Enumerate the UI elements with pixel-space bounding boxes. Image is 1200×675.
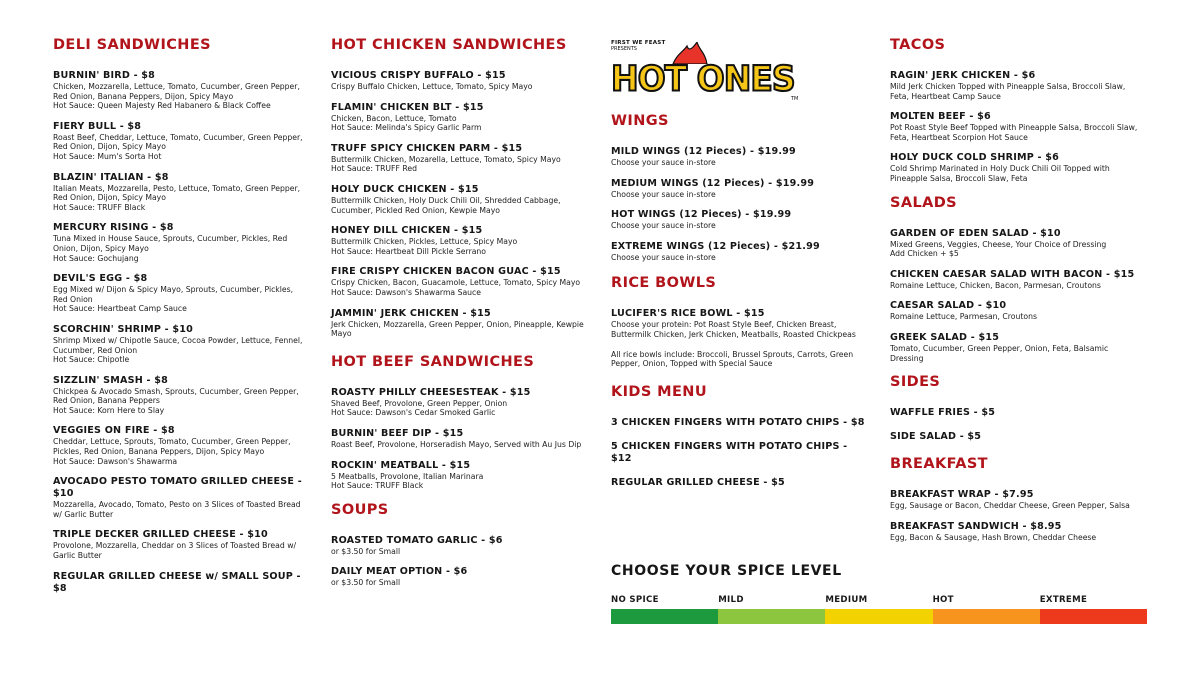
menu-item — [890, 70, 1152, 101]
item-desc: Hot Sauce: Dawson's Shawarma — [53, 456, 178, 466]
item-desc: Egg, Bacon & Sausage, Hash Brown, Cheddar Cheese — [890, 532, 1097, 542]
item-name: EXTREME WINGS (12 Pieces) - $21.99 — [611, 240, 820, 252]
item-desc: Dressing — [890, 353, 924, 363]
menu-item — [611, 178, 871, 200]
item-desc: Hot Sauce: Heartbeat Dill Pickle Serrano — [331, 246, 487, 256]
item-desc: Jerk Chicken, Mozzarella, Green Pepper, Onion, Pineapple, Kewpie — [331, 319, 584, 329]
item-name: FIERY BULL - $8 — [53, 120, 142, 132]
item-desc: Red Onion, Banana Peppers, Dijon, Spicy Mayo — [53, 91, 234, 101]
menu-item — [331, 143, 591, 174]
item-name: DAILY MEAT OPTION - $6 — [331, 566, 468, 578]
item-desc: Tuna Mixed in House Sauce, Sprouts, Cucumber, Pickles, Red — [53, 234, 288, 244]
spice-segment — [825, 609, 932, 624]
spice-segment — [611, 609, 718, 624]
spice-label: NO SPICE — [611, 595, 659, 605]
item-name: FIRE CRISPY CHICKEN BACON GUAC - $15 — [331, 266, 561, 278]
section-title-salads: SALADS — [890, 194, 958, 211]
item-desc: Egg Mixed w/ Dijon & Spicy Mayo, Sprouts, Cucumber, Pickles, — [53, 285, 294, 295]
menu-item: REGULAR GRILLED CHEESE - $5 — [611, 476, 785, 488]
sides-list — [890, 407, 1152, 443]
item-desc: Hot Sauce: Dawson's Cedar Smoked Garlic — [331, 408, 496, 418]
item-name: CAESAR SALAD - $10 — [890, 300, 1007, 312]
soups-list — [331, 535, 591, 588]
item-name: HOLY DUCK COLD SHRIMP - $6 — [890, 152, 1059, 164]
item-desc: Hot Sauce: Melinda's Spicy Garlic Parm — [331, 123, 482, 133]
note-line: Pepper, Onion, Topped with Special Sauce — [611, 359, 773, 369]
menu-item — [611, 241, 871, 263]
menu-item: 5 CHICKEN FINGERS WITH POTATO CHIPS - $12 — [611, 440, 848, 464]
menu-item: WAFFLE FRIES - $5 — [890, 407, 996, 419]
deli-list — [53, 70, 311, 595]
item-desc: Pineapple Salsa, Broccoli Slaw, Feta — [890, 173, 1028, 183]
menu-item — [890, 111, 1152, 142]
item-name: VICIOUS CRISPY BUFFALO - $15 — [331, 70, 506, 81]
logo-tm: TM — [791, 96, 799, 102]
spice-label: HOT — [932, 595, 954, 605]
menu-item — [53, 425, 311, 466]
item-name: HONEY DILL CHICKEN - $15 — [331, 225, 483, 237]
menu-item — [331, 225, 591, 256]
item-name: VEGGIES ON FIRE - $8 — [53, 425, 175, 437]
item-desc: Pickles, Red Onion, Banana Peppers, Dijon, Spicy Mayo — [53, 447, 265, 457]
item-name: LUCIFER'S RICE BOWL - $15 — [611, 308, 765, 320]
item-name: MEDIUM WINGS (12 Pieces) - $19.99 — [611, 177, 815, 189]
menu-item — [53, 375, 311, 416]
menu-item — [331, 566, 591, 588]
item-desc: Choose your sauce in-store — [611, 221, 716, 231]
menu-item — [331, 387, 591, 418]
menu-item — [331, 460, 591, 491]
item-desc: Choose your protein: Pot Roast Style Beef, Chicken Breast, — [611, 320, 837, 330]
item-desc: Hot Sauce: Queen Majesty Red Habanero & Black Coffee — [53, 101, 271, 111]
item-name: BURNIN' BIRD - $8 — [53, 70, 156, 81]
section-title-deli: DELI SANDWICHES — [53, 37, 211, 53]
item-desc: Tomato, Cucumber, Green Pepper, Onion, Feta, Balsamic — [890, 343, 1109, 353]
menu-item — [331, 266, 591, 297]
menu-item — [331, 102, 591, 133]
item-name: RAGIN' JERK CHICKEN - $6 — [890, 70, 1036, 81]
column-tacos-salads — [890, 36, 1152, 552]
item-desc: Add Chicken + $5 — [890, 249, 959, 259]
item-desc: Egg, Sausage or Bacon, Cheddar Cheese, Green Pepper, Salsa — [890, 501, 1130, 511]
item-desc: Cucumber, Red Onion — [53, 345, 138, 355]
item-desc: or $3.50 for Small — [331, 546, 401, 556]
spice-segment — [933, 609, 1040, 624]
menu-item: 3 CHICKEN FINGERS WITH POTATO CHIPS - $8 — [611, 416, 865, 428]
item-desc: Hot Sauce: TRUFF Black — [331, 481, 424, 491]
item-name: MILD WINGS (12 Pieces) - $19.99 — [611, 146, 796, 157]
section-title-rice-bowls: RICE BOWLS — [611, 275, 717, 292]
note-line: All rice bowls include: Broccoli, Brussel Sprouts, Carrots, Green — [611, 349, 854, 359]
item-desc: Red Onion, Dijon, Spicy Mayo — [53, 193, 166, 203]
item-desc: Crispy Buffalo Chicken, Lettuce, Tomato, Spicy Mayo — [331, 82, 533, 91]
spice-label: EXTREME — [1039, 595, 1088, 605]
section-title-soups: SOUPS — [331, 501, 389, 518]
item-name: SIZZLIN' SMASH - $8 — [53, 374, 169, 386]
wings-list — [611, 146, 871, 262]
menu-item — [331, 535, 591, 557]
menu-item — [890, 521, 1152, 543]
item-name: BREAKFAST WRAP - $7.95 — [890, 489, 1034, 501]
menu-item — [890, 489, 1152, 511]
menu-item — [331, 308, 591, 339]
logo-presents: PRESENTS — [611, 46, 637, 52]
item-name: HOLY DUCK CHICKEN - $15 — [331, 183, 479, 195]
menu-item — [611, 308, 871, 339]
section-title-tacos: TACOS — [890, 37, 946, 53]
item-desc: Buttermilk Chicken, Jerk Chicken, Meatballs, Roasted Chickpeas — [611, 329, 856, 339]
item-desc: Romaine Lettuce, Parmesan, Croutons — [890, 312, 1037, 322]
menu-item — [890, 152, 1152, 183]
item-name: SCORCHIN' SHRIMP - $10 — [53, 323, 194, 335]
spice-labels — [611, 595, 1147, 605]
section-title-hot-beef: HOT BEEF SANDWICHES — [331, 353, 535, 370]
item-desc: Mozzarella, Avocado, Tomato, Pesto on 3 Slices of Toasted Bread — [53, 500, 301, 510]
item-desc: Hot Sauce: Korn Here to Slay — [53, 405, 165, 415]
item-name: MERCURY RISING - $8 — [53, 222, 174, 234]
item-desc: Hot Sauce: TRUFF Black — [53, 202, 146, 212]
item-name: JAMMIN' JERK CHICKEN - $15 — [331, 307, 491, 319]
item-desc: Chickpea & Avocado Smash, Sprouts, Cucumber, Green Pepper, — [53, 386, 299, 396]
item-desc: Cucumber, Pickled Red Onion, Kewpie Mayo — [331, 205, 500, 215]
item-desc: Italian Meats, Mozzarella, Pesto, Lettuce, Tomato, Green Pepper, — [53, 183, 301, 193]
tacos-list — [890, 70, 1152, 184]
menu-item — [331, 184, 591, 215]
item-desc: Buttermilk Chicken, Pickles, Lettuce, Spicy Mayo — [331, 237, 518, 247]
menu-item — [53, 273, 311, 314]
item-desc: Hot Sauce: Dawson's Shawarma Sauce — [331, 287, 482, 297]
item-desc: Cheddar, Lettuce, Sprouts, Tomato, Cucumber, Green Pepper, — [53, 437, 291, 447]
item-desc: Feta, Heartbeat Camp Sauce — [890, 91, 1001, 101]
item-desc: Roast Beef, Provolone, Horseradish Mayo, Served with Au Jus Dip — [331, 439, 582, 449]
item-desc: Red Onion, Dijon, Spicy Mayo — [53, 142, 166, 152]
item-name: TRUFF SPICY CHICKEN PARM - $15 — [331, 142, 523, 154]
menu-item — [890, 269, 1152, 291]
item-desc: Buttermilk Chicken, Mozarella, Lettuce, Tomato, Spicy Mayo — [331, 154, 561, 164]
item-name: MOLTEN BEEF - $6 — [890, 111, 991, 123]
item-name: BLAZIN' ITALIAN - $8 — [53, 171, 169, 183]
spice-segment — [718, 609, 825, 624]
item-desc: Hot Sauce: Heartbeat Camp Sauce — [53, 304, 187, 314]
item-desc: Buttermilk Chicken, Holy Duck Chili Oil, Shredded Cabbage, — [331, 195, 561, 205]
item-desc: Provolone, Mozzarella, Cheddar on 3 Slices of Toasted Bread w/ — [53, 541, 297, 551]
menu-item — [890, 300, 1152, 322]
item-desc: Cold Shrimp Marinated in Holy Duck Chili Oil Topped with — [890, 164, 1110, 174]
item-desc: Chicken, Mozzarella, Lettuce, Tomato, Cucumber, Green Pepper, — [53, 82, 300, 91]
menu-item — [53, 70, 311, 111]
menu-item — [53, 529, 311, 560]
item-name: GREEK SALAD - $15 — [890, 331, 1000, 343]
item-name: ROASTED TOMATO GARLIC - $6 — [331, 534, 503, 546]
item-desc: or $3.50 for Small — [331, 578, 401, 588]
item-name: DEVIL'S EGG - $8 — [53, 273, 148, 285]
menu-item — [890, 332, 1152, 363]
item-name: ROCKIN' MEATBALL - $15 — [331, 459, 471, 471]
menu-item: SIDE SALAD - $5 — [890, 431, 982, 443]
item-desc: Shaved Beef, Provolone, Green Pepper, Onion — [331, 398, 508, 408]
spice-bar — [611, 609, 1147, 624]
hot-ones-logo — [611, 40, 871, 102]
logo-brand: HOT ONES — [611, 58, 795, 99]
rice-bowl-note — [611, 350, 871, 369]
item-name: REGULAR GRILLED CHEESE w/ SMALL SOUP - $8 — [53, 570, 301, 594]
menu-item — [53, 121, 311, 162]
menu-item — [890, 228, 1152, 259]
item-name: HOT WINGS (12 Pieces) - $19.99 — [611, 209, 792, 221]
item-desc: Mild Jerk Chicken Topped with Pineapple Salsa, Broccoli Slaw, — [890, 82, 1126, 91]
item-name: FLAMIN' CHICKEN BLT - $15 — [331, 101, 484, 113]
item-desc: Hot Sauce: Gochujang — [53, 253, 139, 263]
section-title-hot-chicken: HOT CHICKEN SANDWICHES — [331, 37, 567, 53]
logo-first-we-feast: FIRST WE FEAST — [611, 40, 666, 46]
item-desc: Mixed Greens, Veggies, Cheese, Your Choice of Dressing — [890, 239, 1107, 249]
item-name: BURNIN' BEEF DIP - $15 — [331, 427, 464, 439]
menu-item — [53, 476, 311, 519]
item-desc: Romaine Lettuce, Chicken, Bacon, Parmesan, Croutons — [890, 280, 1101, 290]
item-name: TRIPLE DECKER GRILLED CHEESE - $10 — [53, 529, 268, 541]
item-desc: Choose your sauce in-store — [611, 252, 716, 262]
item-desc: Choose your sauce in-store — [611, 158, 716, 167]
hot-beef-list — [331, 387, 591, 491]
menu-item — [611, 209, 871, 231]
spice-level-scale — [611, 563, 1147, 624]
item-name: GARDEN OF EDEN SALAD - $10 — [890, 227, 1061, 239]
menu-item — [53, 172, 311, 213]
item-name: ROASTY PHILLY CHEESESTEAK - $15 — [331, 386, 531, 398]
item-name: CHICKEN CAESAR SALAD WITH BACON - $15 — [890, 268, 1135, 280]
item-desc: Hot Sauce: Chipotle — [53, 355, 130, 365]
column-deli — [53, 36, 311, 605]
column-wings-bowls-kids — [611, 36, 871, 501]
spice-title: CHOOSE YOUR SPICE LEVEL — [611, 563, 842, 579]
item-desc: Pot Roast Style Beef Topped with Pineapple Salsa, Broccoli Slaw, — [890, 123, 1138, 133]
item-desc: Roast Beef, Cheddar, Lettuce, Tomato, Cucumber, Green Pepper, — [53, 132, 303, 142]
item-name: AVOCADO PESTO TOMATO GRILLED CHEESE - $10 — [53, 476, 302, 500]
salads-list — [890, 228, 1152, 364]
spice-segment — [1040, 609, 1147, 624]
kids-list — [611, 417, 871, 489]
item-desc: w/ Garlic Butter — [53, 509, 114, 519]
item-desc: Hot Sauce: Mum's Sorta Hot — [53, 151, 162, 161]
item-name: BREAKFAST SANDWICH - $8.95 — [890, 520, 1062, 532]
section-title-kids: KIDS MENU — [611, 383, 708, 400]
item-desc: Garlic Butter — [53, 551, 102, 561]
section-title-sides: SIDES — [890, 374, 941, 391]
spice-label: MILD — [718, 595, 744, 605]
section-title-breakfast: BREAKFAST — [890, 456, 988, 473]
menu-item — [331, 70, 591, 92]
item-desc: Red Onion — [53, 294, 93, 304]
item-desc: 5 Meatballs, Provolone, Italian Marinara — [331, 471, 484, 481]
column-hot-sandwiches — [331, 36, 591, 598]
menu-item — [611, 146, 871, 168]
hot-chicken-list — [331, 70, 591, 339]
menu-item — [331, 428, 591, 450]
section-title-wings: WINGS — [611, 113, 669, 129]
menu-item — [53, 571, 311, 595]
item-desc: Shrimp Mixed w/ Chipotle Sauce, Cocoa Powder, Lettuce, Fennel, — [53, 335, 303, 345]
menu-item — [53, 222, 311, 263]
item-desc: Hot Sauce: TRUFF Red — [331, 164, 417, 174]
spice-label: MEDIUM — [825, 595, 868, 605]
item-desc: Choose your sauce in-store — [611, 189, 716, 199]
item-desc: Mayo — [331, 329, 352, 339]
menu-item — [53, 324, 311, 365]
item-desc: Onion, Dijon, Spicy Mayo — [53, 243, 149, 253]
breakfast-list — [890, 489, 1152, 542]
item-desc: Red Onion, Banana Peppers — [53, 396, 160, 406]
item-desc: Crispy Chicken, Bacon, Guacamole, Lettuce, Tomato, Spicy Mayo — [331, 278, 581, 288]
item-desc: Feta, Heartbeat Scorpion Hot Sauce — [890, 132, 1028, 142]
item-desc: Chicken, Bacon, Lettuce, Tomato — [331, 113, 457, 123]
